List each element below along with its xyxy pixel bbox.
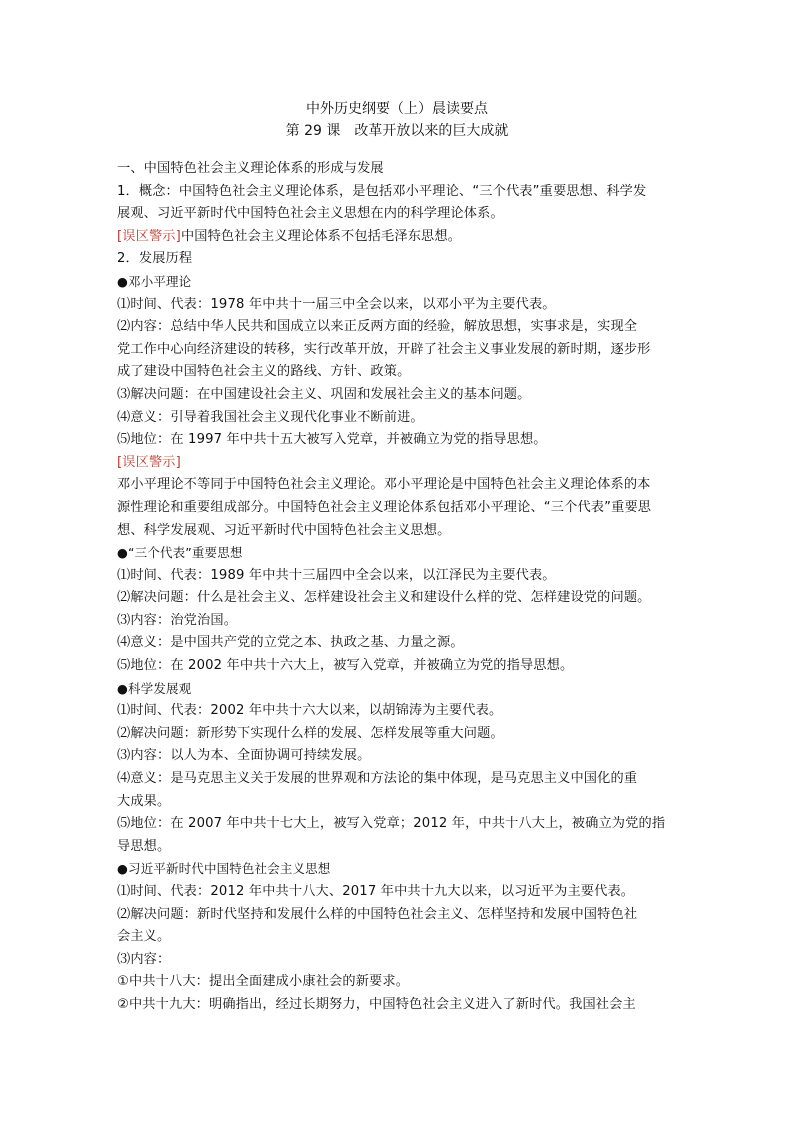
list-item: ⑴时间、代表：2002 年中共十六大以来，以胡锦涛为主要代表。 [117, 703, 503, 719]
list-item: ②中共十九大：明确指出，经过长期努力，中国特色社会主义进入了新时代。我国社会主 [117, 996, 636, 1012]
list-item: ⑷意义：引导着我国社会主义现代化事业不断前进。 [117, 409, 424, 425]
list-item: 导思想。 [117, 838, 171, 854]
bullet-heading: ●“三个代表”重要思想 [117, 545, 243, 561]
list-item: 大成果。 [117, 793, 171, 809]
paragraph-line: 2．发展历程 [117, 251, 193, 267]
list-item: ⑵内容：总结中华人民共和国成立以来正反两方面的经验，解放思想，实事求是，实现全 [117, 319, 638, 335]
paragraph-line: 1．概念：中国特色社会主义理论体系，是包括邓小平理论、“三个代表”重要思想、科学发 [117, 183, 647, 199]
warning-line [117, 226, 677, 249]
bullet-heading: ●科学发展观 [117, 680, 192, 696]
section-heading: 一、中国特色社会主义理论体系的形成与发展 [117, 161, 384, 176]
list-item: ⑸地位：在 1997 年中共十五大被写入党章，并被确立为党的指导思想。 [117, 432, 547, 448]
warning-label: [误区警示] [117, 228, 181, 244]
list-item: ①中共十八大：提出全面建成小康社会的新要求。 [117, 974, 410, 990]
document-title: 中外历史纲要（上）晨读要点 [306, 101, 488, 117]
list-item: 党工作中心向经济建设的转移，实行改革开放，开辟了社会主义事业发展的新时期，逐步形 [117, 341, 651, 357]
list-item: ⑴时间、代表：1978 年中共十一届三中全会以来，以邓小平为主要代表。 [117, 296, 556, 312]
paragraph-line: 展观、习近平新时代中国特色社会主义思想在内的科学理论体系。 [117, 206, 504, 222]
list-item: 成了建设中国特色社会主义的路线、方针、政策。 [117, 364, 411, 380]
list-item: ⑶内容： [117, 951, 171, 967]
paragraph-line: 源性理论和重要组成部分。中国特色社会主义理论体系包括邓小平理论、“三个代表”重要思 [117, 499, 652, 515]
lesson-subtitle: 第 29 课 改革开放以来的巨大成就 [285, 123, 509, 139]
bullet-heading: ●习近平新时代中国特色社会主义思想 [117, 861, 331, 877]
warning-text: 中国特色社会主义理论体系不包括毛泽东思想。 [180, 228, 462, 244]
list-item: ⑴时间、代表：2012 年中共十八大、2017 年中共十九大以来，以习近平为主要代表。 [117, 884, 635, 899]
list-item: ⑸地位：在 2002 年中共十六大上，被写入党章，并被确立为党的指导思想。 [117, 658, 574, 674]
paragraph-line: 邓小平理论不等同于中国特色社会主义理论。邓小平理论是中国特色社会主义理论体系的本 [117, 477, 651, 493]
list-item: ⑵解决问题：新时代坚持和发展什么样的中国特色社会主义、怎样坚持和发展中国特色社 [117, 906, 638, 922]
list-item: ⑵解决问题：什么是社会主义、怎样建设社会主义和建设什么样的党、怎样建设党的问题。 [117, 590, 651, 606]
list-item: ⑷意义：是马克思主义关于发展的世界观和方法论的集中体现，是马克思主义中国化的重 [117, 771, 638, 787]
list-item: ⑶内容：以人为本、全面协调可持续发展。 [117, 748, 371, 764]
list-item: ⑵解决问题：新形势下实现什么样的发展、怎样发展等重大问题。 [117, 725, 504, 741]
warning-label: [误区警示] [117, 454, 181, 470]
paragraph-line: 想、科学发展观、习近平新时代中国特色社会主义思想。 [117, 522, 451, 538]
list-item: ⑶解决问题：在中国建设社会主义、巩固和发展社会主义的基本问题。 [117, 386, 531, 402]
list-item: ⑷意义：是中国共产党的立党之本、执政之基、力量之源。 [117, 635, 464, 651]
list-item: 会主义。 [117, 929, 171, 945]
list-item: ⑶内容：治党治国。 [117, 612, 238, 628]
list-item: ⑸地位：在 2007 年中共十七大上，被写入党章；2012 年，中共十八大上，被确立为党的指 [117, 816, 666, 832]
bullet-heading: ●邓小平理论 [117, 273, 192, 289]
list-item: ⑴时间、代表：1989 年中共十三届四中全会以来，以江泽民为主要代表。 [117, 567, 556, 583]
